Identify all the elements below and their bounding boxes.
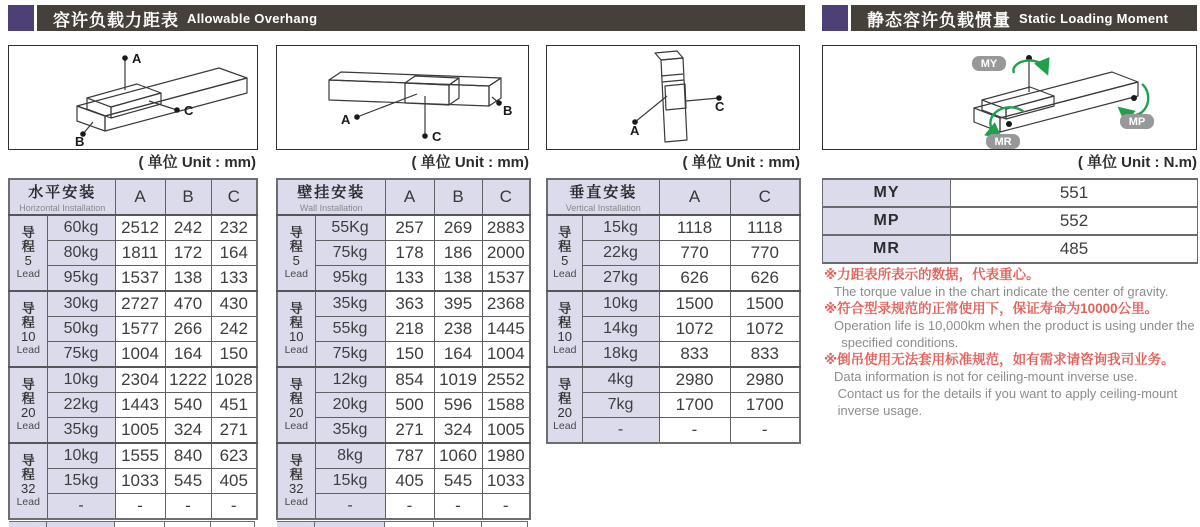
lead-label: 导 程 32 Lead bbox=[9, 443, 47, 519]
value-cell: 1005 bbox=[482, 418, 530, 444]
section-title-en: Static Loading Moment bbox=[1019, 10, 1169, 26]
value-cell: 150 bbox=[385, 342, 434, 368]
moment-row bbox=[823, 179, 1198, 207]
value-cell: 2000 bbox=[482, 241, 530, 266]
value-cell: 2368 bbox=[482, 291, 530, 317]
point-b-label: B bbox=[75, 134, 85, 149]
section-header-bar bbox=[37, 5, 805, 31]
vertical-installation-diagram bbox=[546, 45, 800, 150]
load-cell: 35kg bbox=[47, 418, 115, 444]
moment-value: 552 bbox=[951, 207, 1198, 235]
value-cell: - bbox=[385, 494, 434, 520]
section-title-en: Allowable Overhang bbox=[187, 10, 318, 26]
lead-label: 导 程 20 Lead bbox=[277, 367, 315, 443]
value-cell: 232 bbox=[211, 215, 257, 241]
header-row bbox=[277, 179, 530, 215]
moment-table bbox=[822, 178, 1198, 264]
unit-label-mm: ( 单位 Unit : mm) bbox=[682, 154, 800, 171]
lead-label: 导 程 20 Lead bbox=[547, 367, 582, 443]
wall-table-host bbox=[276, 178, 529, 520]
value-cell: 138 bbox=[434, 266, 482, 292]
beam-drawing-wall bbox=[277, 46, 528, 149]
table-row bbox=[547, 418, 800, 444]
value-cell: 2552 bbox=[482, 367, 530, 393]
load-cell: 50kg bbox=[47, 317, 115, 342]
load-cell: 22kg bbox=[582, 241, 659, 266]
value-cell: 2980 bbox=[730, 367, 800, 393]
note-zh: ※倒吊使用无法套用标准规范，如有需求请咨询我司业务。 bbox=[824, 352, 1175, 367]
value-cell: 133 bbox=[211, 266, 257, 292]
value-cell: 1980 bbox=[482, 443, 530, 469]
value-cell: - bbox=[115, 494, 165, 520]
value-cell: 363 bbox=[385, 291, 434, 317]
value-cell: 2980 bbox=[659, 367, 730, 393]
table-row bbox=[277, 443, 530, 469]
load-cell: 10kg bbox=[47, 367, 115, 393]
column-header: B bbox=[165, 179, 211, 215]
value-cell: 1118 bbox=[730, 215, 800, 241]
value-cell: 1445 bbox=[482, 317, 530, 342]
note-en: specified conditions. bbox=[834, 335, 959, 350]
value-cell: 324 bbox=[165, 418, 211, 444]
table-row bbox=[9, 469, 257, 494]
table-row bbox=[547, 266, 800, 292]
load-cell: 12kg bbox=[315, 367, 385, 393]
value-cell: - bbox=[659, 418, 730, 444]
header-row bbox=[9, 179, 257, 215]
value-cell: 833 bbox=[659, 342, 730, 368]
column-header: C bbox=[482, 179, 530, 215]
value-cell: 1222 bbox=[165, 367, 211, 393]
value-cell: - bbox=[434, 494, 482, 520]
note-en: The torque value in the chart indicate the center of gravity. bbox=[834, 284, 1169, 299]
column-header: C bbox=[211, 179, 257, 215]
load-cell: - bbox=[47, 494, 115, 520]
value-cell: 1500 bbox=[730, 291, 800, 317]
moment-label: MR bbox=[823, 235, 951, 263]
section-header-bar bbox=[851, 5, 1197, 31]
value-cell: 1811 bbox=[115, 241, 165, 266]
mr-label: MR bbox=[994, 136, 1012, 148]
value-cell: 324 bbox=[434, 418, 482, 444]
point-a-label: A bbox=[341, 112, 351, 127]
value-cell: 242 bbox=[165, 215, 211, 241]
wall-installation-diagram bbox=[276, 45, 529, 150]
value-cell: 500 bbox=[385, 393, 434, 418]
value-cell: - bbox=[211, 494, 257, 520]
load-cell: - bbox=[315, 494, 385, 520]
table-row bbox=[9, 418, 257, 444]
note-en: Contact us for the details if you want to apply ceiling-mount bbox=[834, 386, 1178, 401]
value-cell: 257 bbox=[385, 215, 434, 241]
value-cell: 1004 bbox=[482, 342, 530, 368]
value-cell: 1072 bbox=[659, 317, 730, 342]
moment-label: MY bbox=[823, 179, 951, 207]
value-cell: 1443 bbox=[115, 393, 165, 418]
overhang-table bbox=[546, 178, 801, 444]
value-cell: 150 bbox=[211, 342, 257, 368]
load-cell: 15kg bbox=[582, 215, 659, 241]
value-cell: 242 bbox=[211, 317, 257, 342]
table-row bbox=[277, 317, 530, 342]
note-en: Operation life is 10,000km when the product is using under the bbox=[834, 318, 1195, 333]
value-cell: 2883 bbox=[482, 215, 530, 241]
value-cell: 405 bbox=[211, 469, 257, 494]
overhang-table bbox=[8, 178, 258, 520]
value-cell: 218 bbox=[385, 317, 434, 342]
value-cell: 405 bbox=[385, 469, 434, 494]
value-cell: 1060 bbox=[434, 443, 482, 469]
note-zh: ※力距表所表示的数据，代表重心。 bbox=[824, 267, 1040, 282]
value-cell: 626 bbox=[659, 266, 730, 292]
value-cell: 1033 bbox=[482, 469, 530, 494]
point-c-label: C bbox=[432, 129, 442, 144]
table-row bbox=[277, 266, 530, 292]
load-cell: 75kg bbox=[47, 342, 115, 368]
value-cell: 1033 bbox=[115, 469, 165, 494]
note bbox=[824, 351, 1197, 419]
moment-value: 551 bbox=[951, 179, 1198, 207]
column-header: C bbox=[730, 179, 800, 215]
load-cell: 75kg bbox=[315, 241, 385, 266]
load-cell: 55Kg bbox=[315, 215, 385, 241]
table-row bbox=[547, 317, 800, 342]
load-cell: 30kg bbox=[47, 291, 115, 317]
value-cell: 178 bbox=[385, 241, 434, 266]
beam-drawing-horizontal bbox=[9, 46, 257, 149]
note-en: inverse usage. bbox=[834, 403, 923, 418]
note bbox=[824, 300, 1197, 351]
value-cell: 1072 bbox=[730, 317, 800, 342]
load-cell: 14kg bbox=[582, 317, 659, 342]
value-cell: 186 bbox=[434, 241, 482, 266]
value-cell: 266 bbox=[165, 317, 211, 342]
load-cell: 35kg bbox=[315, 418, 385, 444]
overhang-table bbox=[276, 178, 531, 520]
value-cell: 2512 bbox=[115, 215, 165, 241]
static-moment-diagram bbox=[822, 45, 1197, 150]
value-cell: 1537 bbox=[482, 266, 530, 292]
table-row bbox=[277, 342, 530, 368]
value-cell: - bbox=[730, 418, 800, 444]
load-cell: 8kg bbox=[315, 443, 385, 469]
point-a-label: A bbox=[132, 51, 142, 66]
lead-label: 导 程 10 Lead bbox=[277, 291, 315, 367]
note-en: Data information is not for ceiling-mount inverse use. bbox=[834, 369, 1138, 384]
load-cell: 18kg bbox=[582, 342, 659, 368]
table-row bbox=[9, 494, 257, 520]
load-cell: 27kg bbox=[582, 266, 659, 292]
my-label: MY bbox=[980, 58, 998, 70]
value-cell: 1700 bbox=[659, 393, 730, 418]
table-row bbox=[9, 241, 257, 266]
value-cell: 133 bbox=[385, 266, 434, 292]
table-row bbox=[9, 317, 257, 342]
load-cell: 75kg bbox=[315, 342, 385, 368]
lead-label: 导 程 5 Lead bbox=[277, 215, 315, 291]
value-cell: 2727 bbox=[115, 291, 165, 317]
table-row bbox=[277, 241, 530, 266]
value-cell: 430 bbox=[211, 291, 257, 317]
table-row bbox=[9, 342, 257, 368]
lead-label: 导 程 5 Lead bbox=[9, 215, 47, 291]
value-cell: 470 bbox=[165, 291, 211, 317]
column-header: B bbox=[434, 179, 482, 215]
value-cell: 545 bbox=[165, 469, 211, 494]
accent-square-icon bbox=[822, 5, 848, 31]
value-cell: 1577 bbox=[115, 317, 165, 342]
value-cell: 1005 bbox=[115, 418, 165, 444]
value-cell: 1019 bbox=[434, 367, 482, 393]
table-title: 壁挂安装 Wall Installation bbox=[277, 179, 385, 215]
table-row bbox=[9, 266, 257, 292]
section-header-overhang bbox=[8, 5, 805, 31]
lead-label: 导 程 20 Lead bbox=[9, 367, 47, 443]
vertical-table-host bbox=[546, 178, 800, 444]
value-cell: 833 bbox=[730, 342, 800, 368]
table-row bbox=[9, 367, 257, 393]
moment-row bbox=[823, 235, 1198, 263]
value-cell: 840 bbox=[165, 443, 211, 469]
value-cell: 854 bbox=[385, 367, 434, 393]
value-cell: 626 bbox=[730, 266, 800, 292]
value-cell: 1555 bbox=[115, 443, 165, 469]
value-cell: 623 bbox=[211, 443, 257, 469]
table-title: 垂直安装 Vertical Installation bbox=[547, 179, 659, 215]
value-cell: 1700 bbox=[730, 393, 800, 418]
table-row bbox=[547, 215, 800, 241]
value-cell: 787 bbox=[385, 443, 434, 469]
unit-label-mm: ( 单位 Unit : mm) bbox=[411, 154, 529, 171]
load-cell: 80kg bbox=[47, 241, 115, 266]
note bbox=[824, 266, 1197, 300]
load-cell: 10kg bbox=[582, 291, 659, 317]
value-cell: 1004 bbox=[115, 342, 165, 368]
value-cell: 1028 bbox=[211, 367, 257, 393]
value-cell: - bbox=[482, 494, 530, 520]
value-cell: 545 bbox=[434, 469, 482, 494]
load-cell: 60kg bbox=[47, 215, 115, 241]
value-cell: 395 bbox=[434, 291, 482, 317]
value-cell: 164 bbox=[211, 241, 257, 266]
point-a-label: A bbox=[630, 123, 640, 138]
table-row bbox=[547, 291, 800, 317]
value-cell: 164 bbox=[165, 342, 211, 368]
table-row bbox=[277, 367, 530, 393]
unit-label-nm: ( 单位 Unit : N.m) bbox=[1077, 154, 1197, 171]
value-cell: 540 bbox=[165, 393, 211, 418]
mp-label: MP bbox=[1128, 116, 1146, 128]
value-cell: 271 bbox=[211, 418, 257, 444]
value-cell: 271 bbox=[385, 418, 434, 444]
load-cell: 4kg bbox=[582, 367, 659, 393]
section-header-moment bbox=[822, 5, 1197, 31]
value-cell: 1118 bbox=[659, 215, 730, 241]
section-title-zh: 容许负载力距表 bbox=[53, 10, 179, 30]
value-cell: 1588 bbox=[482, 393, 530, 418]
horizontal-table-host bbox=[8, 178, 256, 520]
table-cutoff-strip bbox=[9, 521, 255, 527]
section-title-zh: 静态容许负载惯量 bbox=[867, 10, 1011, 30]
column-header: A bbox=[659, 179, 730, 215]
lead-label: 导 程 10 Lead bbox=[9, 291, 47, 367]
value-cell: 1537 bbox=[115, 266, 165, 292]
point-c-label: C bbox=[715, 99, 725, 114]
lead-label: 导 程 5 Lead bbox=[547, 215, 582, 291]
load-cell: 55kg bbox=[315, 317, 385, 342]
table-row bbox=[547, 241, 800, 266]
table-row bbox=[9, 393, 257, 418]
value-cell: 596 bbox=[434, 393, 482, 418]
table-row bbox=[277, 418, 530, 444]
table-row bbox=[547, 367, 800, 393]
accent-square-icon bbox=[8, 5, 34, 31]
lead-label: 导 程 10 Lead bbox=[547, 291, 582, 367]
value-cell: 2304 bbox=[115, 367, 165, 393]
table-cutoff-strip bbox=[277, 521, 528, 527]
load-cell: 10kg bbox=[47, 443, 115, 469]
unit-label-mm: ( 单位 Unit : mm) bbox=[138, 154, 256, 171]
moment-table-host bbox=[822, 178, 1197, 264]
header-row bbox=[547, 179, 800, 215]
table-row bbox=[277, 494, 530, 520]
load-cell: 15kg bbox=[47, 469, 115, 494]
table-title: 水平安装 Horizontal Installation bbox=[9, 179, 115, 215]
value-cell: - bbox=[165, 494, 211, 520]
note-zh: ※符合型录规范的正常使用下，保证寿命为10000公里。 bbox=[824, 301, 1159, 316]
column-header: A bbox=[115, 179, 165, 215]
value-cell: 451 bbox=[211, 393, 257, 418]
load-cell: 22kg bbox=[47, 393, 115, 418]
moment-row bbox=[823, 207, 1198, 235]
table-row bbox=[9, 291, 257, 317]
point-c-label: C bbox=[184, 103, 194, 118]
value-cell: 1500 bbox=[659, 291, 730, 317]
value-cell: 138 bbox=[165, 266, 211, 292]
load-cell: 35kg bbox=[315, 291, 385, 317]
table-row bbox=[277, 469, 530, 494]
beam-drawing-vertical bbox=[547, 46, 799, 149]
moment-label: MP bbox=[823, 207, 951, 235]
value-cell: 770 bbox=[659, 241, 730, 266]
value-cell: 164 bbox=[434, 342, 482, 368]
horizontal-installation-diagram bbox=[8, 45, 258, 150]
load-cell: 7kg bbox=[582, 393, 659, 418]
load-cell: 95kg bbox=[315, 266, 385, 292]
table-row bbox=[277, 215, 530, 241]
column-header: A bbox=[385, 179, 434, 215]
lead-label: 导 程 32 Lead bbox=[277, 443, 315, 519]
load-cell: - bbox=[582, 418, 659, 444]
point-b-label: B bbox=[503, 103, 513, 118]
value-cell: 238 bbox=[434, 317, 482, 342]
table-row bbox=[277, 291, 530, 317]
table-row bbox=[9, 215, 257, 241]
beam-drawing-moment bbox=[823, 46, 1196, 149]
table-row bbox=[547, 342, 800, 368]
load-cell: 95kg bbox=[47, 266, 115, 292]
table-row bbox=[277, 393, 530, 418]
value-cell: 172 bbox=[165, 241, 211, 266]
notes bbox=[824, 266, 1197, 419]
value-cell: 770 bbox=[730, 241, 800, 266]
moment-value: 485 bbox=[951, 235, 1198, 263]
value-cell: 269 bbox=[434, 215, 482, 241]
table-row bbox=[547, 393, 800, 418]
table-row bbox=[9, 443, 257, 469]
load-cell: 20kg bbox=[315, 393, 385, 418]
load-cell: 15kg bbox=[315, 469, 385, 494]
